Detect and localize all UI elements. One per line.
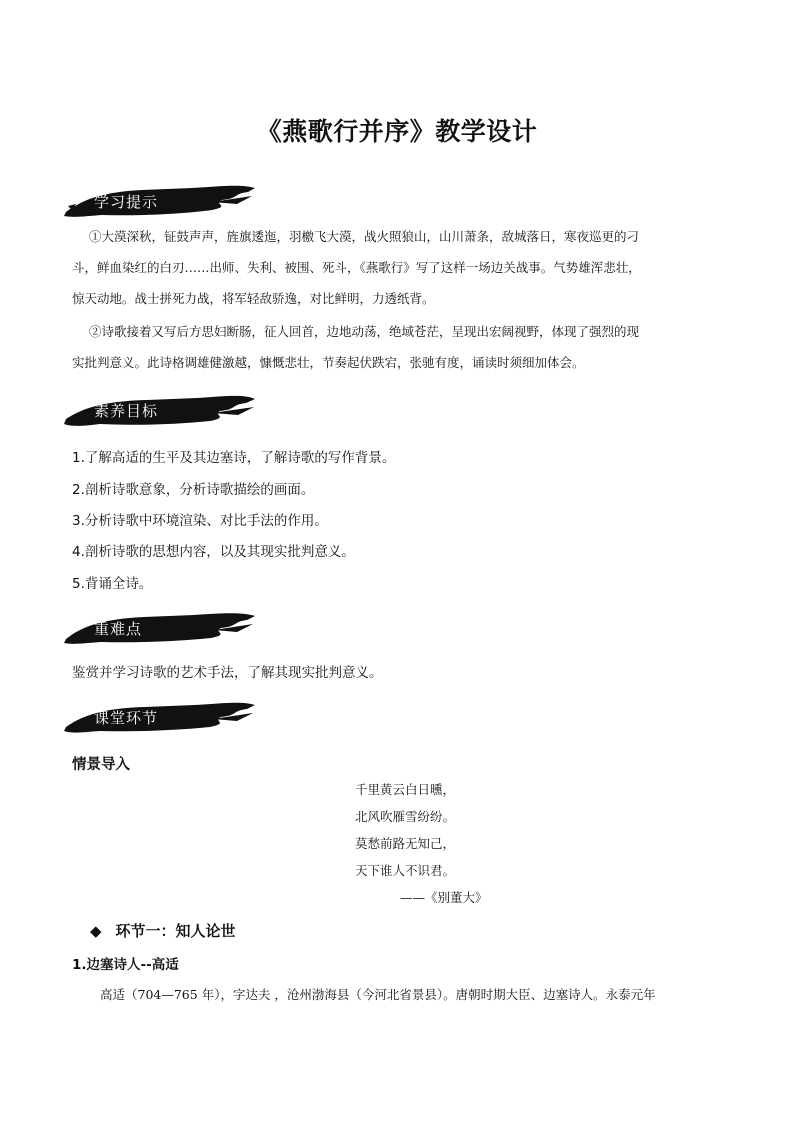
goal-item-1: 1.了解高适的生平及其边塞诗，了解诗歌的写作背景。	[72, 450, 396, 466]
section-heading: 重难点	[94, 620, 143, 638]
brush-stroke-icon	[62, 609, 257, 649]
text-line: 斗，鲜血染红的白刃……出师、失利、被围、死斗，《燕歌行》写了这样一场边关战事。气势雄浑悲壮，	[72, 260, 641, 275]
text-line: 实批判意义。此诗格调雄健激越，慷慨悲壮，节奏起伏跌宕，张驰有度，诵读时须细加体会。	[72, 355, 585, 370]
gaoshi-bio-text: 高适（704—765 年），字达夫 ，沧州渤海县（今河北省景县）。唐朝时期大臣、边塞诗人。永泰元年	[100, 987, 656, 1002]
section-heading: 课堂环节	[94, 709, 159, 727]
poem-line-4: 天下谁人不识君。	[355, 863, 456, 878]
section-banner-key	[62, 609, 257, 649]
diamond-bullet-icon: ◆	[90, 922, 102, 940]
poem-line-3: 莫愁前路无知己，	[355, 836, 456, 851]
poem-attribution: ——《别董大》	[400, 890, 488, 905]
section-heading: 素养目标	[94, 402, 159, 420]
part1-subheading: 1.边塞诗人--高适	[72, 957, 179, 973]
poem-line-2: 北风吹雁雪纷纷。	[355, 809, 456, 824]
goal-item-5: 5.背诵全诗。	[72, 576, 153, 592]
text-line: ②诗歌接着又写后方思妇断肠，征人回首，边地动荡，绝域苍茫，呈现出宏阔视野，体现了强烈的现	[89, 324, 640, 339]
brush-stroke-icon	[62, 182, 257, 222]
goal-item-3: 3.分析诗歌中环境渲染、对比手法的作用。	[72, 513, 328, 529]
part1-heading	[90, 920, 236, 941]
tips-paragraph-1	[72, 221, 722, 314]
text-line: ①大漠深秋，钲鼓声声，旌旗逶迤，羽檄飞大漠，战火照狼山，山川萧条，敌城落日，寒夜巡更的刁	[89, 229, 640, 244]
intro-heading: 情景导入	[72, 757, 130, 773]
brush-stroke-icon	[62, 391, 257, 431]
key-difficulty-text: 鉴赏并学习诗歌的艺术手法，了解其现实批判意义。	[72, 665, 383, 681]
goal-item-4: 4.剖析诗歌的思想内容，以及其现实批判意义。	[72, 544, 355, 560]
brush-stroke-icon	[62, 698, 257, 738]
document-title: 《燕歌行并序》教学设计	[256, 117, 538, 146]
section-banner-goals	[62, 391, 257, 431]
tips-paragraph-2	[72, 316, 722, 378]
part1-title: 环节一：知人论世	[115, 922, 236, 940]
section-heading: 学习提示	[94, 193, 159, 211]
text-line: 惊天动地。战士拼死力战，将军轻敌骄逸，对比鲜明，力透纸背。	[72, 291, 435, 306]
section-banner-tips	[62, 182, 257, 222]
goal-item-2: 2.剖析诗歌意象，分析诗歌描绘的画面。	[72, 482, 315, 498]
section-banner-class	[62, 698, 257, 738]
poem-line-1: 千里黄云白日曛，	[355, 782, 456, 797]
